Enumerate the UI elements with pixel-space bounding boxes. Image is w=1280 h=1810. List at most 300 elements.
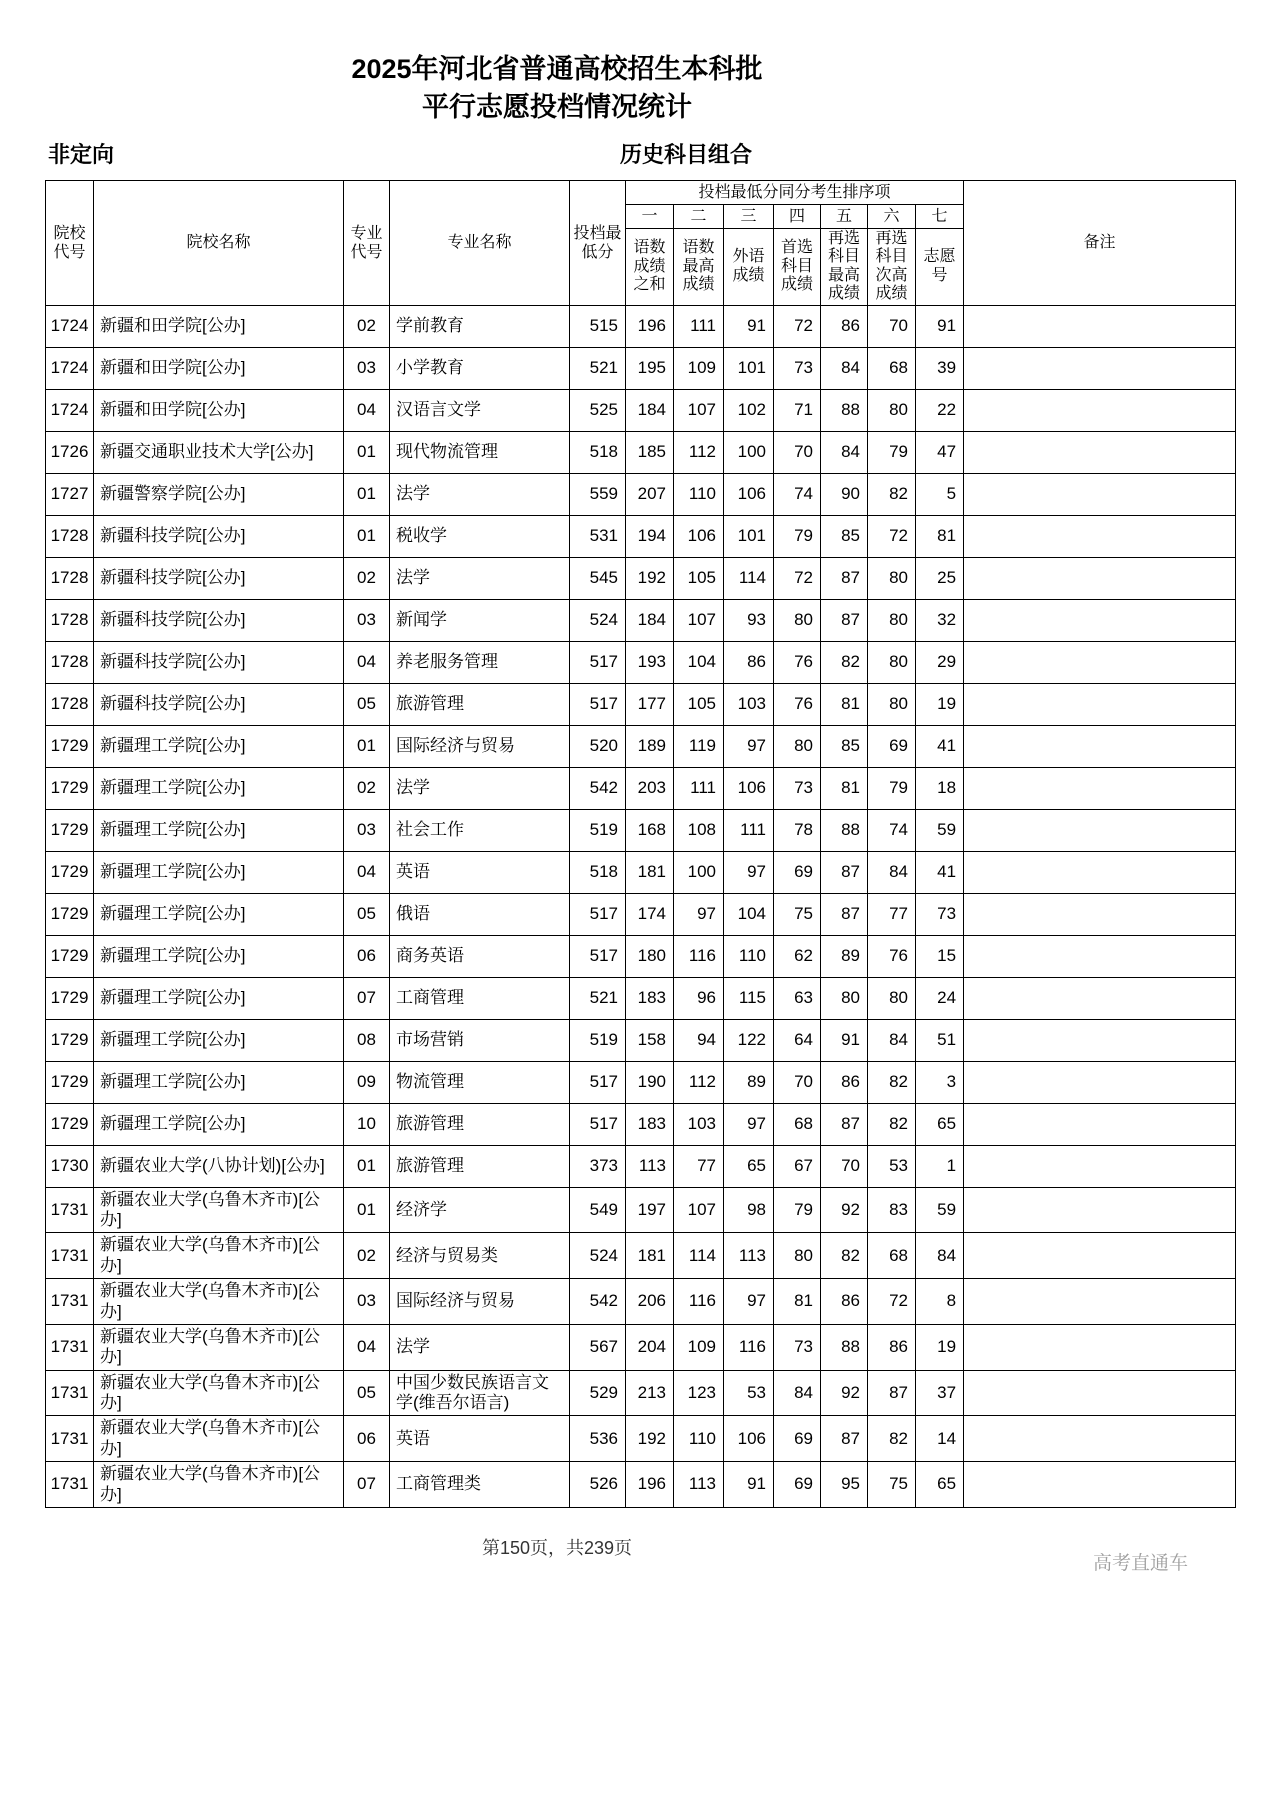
cell-major-name: 经济与贸易类 — [390, 1233, 570, 1279]
cell-min-score: 542 — [570, 767, 626, 809]
cell-remark — [964, 347, 1236, 389]
cell-major-code: 01 — [344, 431, 390, 473]
cell-major-code: 01 — [344, 1145, 390, 1187]
table-body — [46, 305, 1236, 1507]
cell-sort-4: 69 — [774, 851, 821, 893]
cell-sort-5: 88 — [821, 1324, 868, 1370]
cell-college-code: 1729 — [46, 977, 94, 1019]
page-title — [0, 0, 1114, 126]
col-header-sort-num-2: 二 — [674, 205, 724, 229]
cell-sort-3: 106 — [724, 767, 774, 809]
cell-sort-4: 69 — [774, 1462, 821, 1508]
cell-major-name: 英语 — [390, 851, 570, 893]
cell-sort-4: 78 — [774, 809, 821, 851]
cell-college-name: 新疆科技学院[公办] — [94, 599, 344, 641]
cell-sort-5: 85 — [821, 725, 868, 767]
cell-sort-7: 65 — [916, 1462, 964, 1508]
cell-min-score: 526 — [570, 1462, 626, 1508]
table-row — [46, 683, 1236, 725]
cell-sort-5: 81 — [821, 767, 868, 809]
cell-min-score: 517 — [570, 641, 626, 683]
cell-sort-3: 98 — [724, 1187, 774, 1233]
cell-major-code: 04 — [344, 851, 390, 893]
cell-sort-3: 106 — [724, 473, 774, 515]
table-row — [46, 389, 1236, 431]
table-row — [46, 599, 1236, 641]
cell-college-code: 1729 — [46, 1061, 94, 1103]
cell-remark — [964, 1145, 1236, 1187]
cell-sort-4: 76 — [774, 683, 821, 725]
col-header-sort-num-6: 六 — [868, 205, 916, 229]
cell-sort-4: 79 — [774, 1187, 821, 1233]
col-header-remark: 备注 — [964, 181, 1236, 306]
cell-sort-5: 90 — [821, 473, 868, 515]
cell-sort-2: 114 — [674, 1233, 724, 1279]
cell-major-name: 汉语言文学 — [390, 389, 570, 431]
cell-sort-4: 73 — [774, 1324, 821, 1370]
table-row — [46, 1187, 1236, 1233]
cell-sort-4: 81 — [774, 1279, 821, 1325]
table-row — [46, 1279, 1236, 1325]
cell-remark — [964, 725, 1236, 767]
cell-college-code: 1731 — [46, 1462, 94, 1508]
cell-sort-5: 87 — [821, 1416, 868, 1462]
cell-sort-4: 62 — [774, 935, 821, 977]
cell-sort-7: 32 — [916, 599, 964, 641]
cell-college-name: 新疆理工学院[公办] — [94, 809, 344, 851]
cell-college-code: 1729 — [46, 725, 94, 767]
cell-sort-7: 59 — [916, 809, 964, 851]
col-header-sort-label-6: 再选科目次高成绩 — [868, 229, 916, 306]
col-header-sort-label-3: 外语成绩 — [724, 229, 774, 306]
cell-sort-3: 101 — [724, 515, 774, 557]
cell-major-name: 小学教育 — [390, 347, 570, 389]
cell-sort-2: 110 — [674, 1416, 724, 1462]
cell-min-score: 524 — [570, 1233, 626, 1279]
cell-remark — [964, 515, 1236, 557]
cell-sort-2: 107 — [674, 389, 724, 431]
cell-sort-6: 80 — [868, 977, 916, 1019]
header-row-group — [46, 181, 1236, 205]
cell-college-code: 1728 — [46, 599, 94, 641]
table-row — [46, 851, 1236, 893]
cell-college-name: 新疆农业大学(乌鲁木齐市)[公办] — [94, 1462, 344, 1508]
cell-min-score: 520 — [570, 725, 626, 767]
cell-college-code: 1729 — [46, 1019, 94, 1061]
table-row — [46, 1103, 1236, 1145]
cell-sort-4: 74 — [774, 473, 821, 515]
cell-remark — [964, 641, 1236, 683]
cell-major-code: 01 — [344, 725, 390, 767]
cell-remark — [964, 1019, 1236, 1061]
cell-min-score: 542 — [570, 1279, 626, 1325]
cell-major-code: 02 — [344, 557, 390, 599]
cell-sort-2: 108 — [674, 809, 724, 851]
cell-sort-6: 80 — [868, 641, 916, 683]
cell-sort-2: 107 — [674, 1187, 724, 1233]
cell-sort-3: 89 — [724, 1061, 774, 1103]
cell-college-name: 新疆交通职业技术大学[公办] — [94, 431, 344, 473]
cell-sort-2: 105 — [674, 557, 724, 599]
cell-remark — [964, 893, 1236, 935]
cell-college-name: 新疆农业大学(乌鲁木齐市)[公办] — [94, 1324, 344, 1370]
table-row — [46, 557, 1236, 599]
cell-sort-2: 96 — [674, 977, 724, 1019]
cell-min-score: 518 — [570, 431, 626, 473]
cell-major-name: 旅游管理 — [390, 1145, 570, 1187]
cell-sort-1: 189 — [626, 725, 674, 767]
cell-min-score: 517 — [570, 1061, 626, 1103]
col-header-major-code: 专业代号 — [344, 181, 390, 306]
cell-sort-5: 85 — [821, 515, 868, 557]
cell-sort-1: 113 — [626, 1145, 674, 1187]
cell-sort-7: 5 — [916, 473, 964, 515]
cell-sort-7: 25 — [916, 557, 964, 599]
cell-college-name: 新疆理工学院[公办] — [94, 1103, 344, 1145]
cell-sort-7: 39 — [916, 347, 964, 389]
cell-college-name: 新疆农业大学(乌鲁木齐市)[公办] — [94, 1416, 344, 1462]
cell-sort-3: 114 — [724, 557, 774, 599]
col-header-sort-num-5: 五 — [821, 205, 868, 229]
label-history-subject-combo: 历史科目组合 — [620, 142, 753, 167]
cell-sort-1: 197 — [626, 1187, 674, 1233]
cell-sort-1: 185 — [626, 431, 674, 473]
cell-sort-3: 53 — [724, 1370, 774, 1416]
cell-sort-2: 107 — [674, 599, 724, 641]
col-header-sort-num-3: 三 — [724, 205, 774, 229]
cell-major-name: 现代物流管理 — [390, 431, 570, 473]
cell-sort-1: 213 — [626, 1370, 674, 1416]
watermark: 高考直通车 — [1092, 1553, 1188, 1574]
cell-min-score: 517 — [570, 893, 626, 935]
label-non-directed: 非定向 — [48, 142, 115, 167]
table-row — [46, 515, 1236, 557]
cell-sort-1: 177 — [626, 683, 674, 725]
cell-major-name: 英语 — [390, 1416, 570, 1462]
cell-sort-2: 112 — [674, 1061, 724, 1103]
cell-college-name: 新疆和田学院[公办] — [94, 389, 344, 431]
cell-sort-1: 196 — [626, 305, 674, 347]
cell-sort-7: 41 — [916, 725, 964, 767]
cell-sort-2: 116 — [674, 935, 724, 977]
cell-major-name: 国际经济与贸易 — [390, 1279, 570, 1325]
cell-major-code: 07 — [344, 1462, 390, 1508]
cell-sort-2: 105 — [674, 683, 724, 725]
cell-sort-4: 67 — [774, 1145, 821, 1187]
cell-major-code: 05 — [344, 893, 390, 935]
cell-sort-3: 122 — [724, 1019, 774, 1061]
cell-sort-2: 104 — [674, 641, 724, 683]
cell-sort-7: 8 — [916, 1279, 964, 1325]
cell-sort-7: 73 — [916, 893, 964, 935]
cell-sort-4: 73 — [774, 767, 821, 809]
cell-sort-3: 110 — [724, 935, 774, 977]
cell-college-code: 1724 — [46, 347, 94, 389]
cell-sort-2: 112 — [674, 431, 724, 473]
cell-remark — [964, 473, 1236, 515]
cell-sort-7: 3 — [916, 1061, 964, 1103]
cell-major-code: 04 — [344, 389, 390, 431]
cell-min-score: 521 — [570, 977, 626, 1019]
table-row — [46, 1416, 1236, 1462]
cell-sort-5: 86 — [821, 1279, 868, 1325]
cell-sort-2: 100 — [674, 851, 724, 893]
table-row — [46, 1019, 1236, 1061]
cell-sort-3: 102 — [724, 389, 774, 431]
cell-major-name: 法学 — [390, 473, 570, 515]
cell-sort-6: 84 — [868, 851, 916, 893]
cell-sort-2: 106 — [674, 515, 724, 557]
cell-sort-7: 15 — [916, 935, 964, 977]
cell-college-name: 新疆农业大学(乌鲁木齐市)[公办] — [94, 1370, 344, 1416]
col-header-sort-label-1: 语数成绩之和 — [626, 229, 674, 306]
cell-sort-7: 84 — [916, 1233, 964, 1279]
cell-college-code: 1724 — [46, 389, 94, 431]
cell-college-name: 新疆理工学院[公办] — [94, 1061, 344, 1103]
cell-major-name: 法学 — [390, 1324, 570, 1370]
cell-sort-6: 76 — [868, 935, 916, 977]
cell-remark — [964, 557, 1236, 599]
cell-sort-6: 75 — [868, 1462, 916, 1508]
cell-sort-7: 65 — [916, 1103, 964, 1145]
cell-sort-6: 69 — [868, 725, 916, 767]
table-row — [46, 1233, 1236, 1279]
cell-sort-5: 92 — [821, 1370, 868, 1416]
cell-college-code: 1728 — [46, 641, 94, 683]
cell-sort-1: 203 — [626, 767, 674, 809]
cell-college-code: 1731 — [46, 1416, 94, 1462]
col-header-sort-label-5: 再选科目最高成绩 — [821, 229, 868, 306]
cell-major-code: 03 — [344, 599, 390, 641]
cell-sort-3: 106 — [724, 1416, 774, 1462]
cell-sort-5: 95 — [821, 1462, 868, 1508]
table-header — [46, 181, 1236, 306]
cell-sort-4: 70 — [774, 1061, 821, 1103]
cell-sort-6: 72 — [868, 1279, 916, 1325]
cell-major-code: 05 — [344, 683, 390, 725]
table-row — [46, 1145, 1236, 1187]
cell-college-code: 1729 — [46, 893, 94, 935]
cell-min-score: 518 — [570, 851, 626, 893]
cell-college-code: 1731 — [46, 1370, 94, 1416]
col-header-college-name: 院校名称 — [94, 181, 344, 306]
cell-college-name: 新疆理工学院[公办] — [94, 893, 344, 935]
cell-sort-7: 51 — [916, 1019, 964, 1061]
cell-sort-7: 19 — [916, 1324, 964, 1370]
cell-major-name: 新闻学 — [390, 599, 570, 641]
col-header-major-name: 专业名称 — [390, 181, 570, 306]
cell-major-name: 市场营销 — [390, 1019, 570, 1061]
table-row — [46, 809, 1236, 851]
cell-sort-6: 80 — [868, 557, 916, 599]
col-header-min-score: 投档最低分 — [570, 181, 626, 306]
cell-sort-5: 88 — [821, 809, 868, 851]
cell-remark — [964, 1103, 1236, 1145]
cell-major-name: 旅游管理 — [390, 1103, 570, 1145]
cell-sort-3: 116 — [724, 1324, 774, 1370]
col-header-sort-num-7: 七 — [916, 205, 964, 229]
cell-major-name: 工商管理类 — [390, 1462, 570, 1508]
cell-sort-1: 158 — [626, 1019, 674, 1061]
cell-college-code: 1724 — [46, 305, 94, 347]
cell-min-score: 567 — [570, 1324, 626, 1370]
cell-major-name: 俄语 — [390, 893, 570, 935]
cell-sort-7: 1 — [916, 1145, 964, 1187]
cell-sort-7: 24 — [916, 977, 964, 1019]
cell-major-code: 02 — [344, 1233, 390, 1279]
cell-sort-3: 91 — [724, 1462, 774, 1508]
cell-sort-1: 180 — [626, 935, 674, 977]
cell-remark — [964, 1233, 1236, 1279]
cell-sort-2: 116 — [674, 1279, 724, 1325]
cell-college-code: 1727 — [46, 473, 94, 515]
cell-min-score: 519 — [570, 1019, 626, 1061]
cell-sort-4: 64 — [774, 1019, 821, 1061]
cell-sort-3: 111 — [724, 809, 774, 851]
cell-college-name: 新疆科技学院[公办] — [94, 515, 344, 557]
cell-college-name: 新疆理工学院[公办] — [94, 935, 344, 977]
cell-major-name: 工商管理 — [390, 977, 570, 1019]
cell-sort-6: 77 — [868, 893, 916, 935]
cell-sort-4: 71 — [774, 389, 821, 431]
table-row — [46, 725, 1236, 767]
cell-sort-6: 82 — [868, 1061, 916, 1103]
cell-sort-4: 80 — [774, 725, 821, 767]
cell-sort-5: 80 — [821, 977, 868, 1019]
cell-college-code: 1728 — [46, 515, 94, 557]
cell-college-name: 新疆理工学院[公办] — [94, 977, 344, 1019]
cell-major-name: 学前教育 — [390, 305, 570, 347]
cell-sort-1: 194 — [626, 515, 674, 557]
cell-sort-7: 18 — [916, 767, 964, 809]
cell-major-code: 10 — [344, 1103, 390, 1145]
cell-sort-6: 68 — [868, 347, 916, 389]
table-row — [46, 767, 1236, 809]
cell-remark — [964, 1061, 1236, 1103]
cell-sort-1: 184 — [626, 389, 674, 431]
cell-sort-1: 193 — [626, 641, 674, 683]
cell-sort-4: 69 — [774, 1416, 821, 1462]
cell-major-code: 08 — [344, 1019, 390, 1061]
table-row — [46, 1061, 1236, 1103]
cell-sort-4: 70 — [774, 431, 821, 473]
cell-major-name: 养老服务管理 — [390, 641, 570, 683]
cell-sort-3: 100 — [724, 431, 774, 473]
cell-college-code: 1729 — [46, 935, 94, 977]
cell-min-score: 524 — [570, 599, 626, 641]
cell-college-code: 1730 — [46, 1145, 94, 1187]
cell-sort-3: 86 — [724, 641, 774, 683]
cell-min-score: 515 — [570, 305, 626, 347]
table-row — [46, 641, 1236, 683]
cell-remark — [964, 767, 1236, 809]
cell-major-code: 03 — [344, 1279, 390, 1325]
table-row — [46, 893, 1236, 935]
cell-sort-3: 104 — [724, 893, 774, 935]
cell-sort-5: 87 — [821, 851, 868, 893]
cell-remark — [964, 809, 1236, 851]
subheader — [0, 138, 1280, 172]
page-footer: 第150页，共239页 — [481, 1538, 633, 1559]
cell-sort-5: 82 — [821, 641, 868, 683]
cell-min-score: 559 — [570, 473, 626, 515]
cell-college-name: 新疆农业大学(乌鲁木齐市)[公办] — [94, 1187, 344, 1233]
cell-major-name: 旅游管理 — [390, 683, 570, 725]
cell-min-score: 373 — [570, 1145, 626, 1187]
cell-remark — [964, 683, 1236, 725]
cell-college-name: 新疆理工学院[公办] — [94, 725, 344, 767]
cell-sort-6: 79 — [868, 767, 916, 809]
cell-college-name: 新疆科技学院[公办] — [94, 557, 344, 599]
cell-sort-4: 68 — [774, 1103, 821, 1145]
cell-sort-6: 80 — [868, 389, 916, 431]
cell-sort-2: 113 — [674, 1462, 724, 1508]
cell-sort-3: 91 — [724, 305, 774, 347]
cell-sort-6: 87 — [868, 1370, 916, 1416]
cell-sort-7: 37 — [916, 1370, 964, 1416]
cell-college-name: 新疆农业大学(八协计划)[公办] — [94, 1145, 344, 1187]
cell-remark — [964, 599, 1236, 641]
cell-sort-6: 68 — [868, 1233, 916, 1279]
cell-remark — [964, 1324, 1236, 1370]
cell-sort-3: 97 — [724, 1103, 774, 1145]
cell-sort-2: 111 — [674, 767, 724, 809]
cell-college-name: 新疆农业大学(乌鲁木齐市)[公办] — [94, 1279, 344, 1325]
table-row — [46, 1462, 1236, 1508]
cell-remark — [964, 1462, 1236, 1508]
cell-college-name: 新疆农业大学(乌鲁木齐市)[公办] — [94, 1233, 344, 1279]
cell-sort-4: 80 — [774, 599, 821, 641]
cell-sort-5: 84 — [821, 347, 868, 389]
cell-sort-7: 19 — [916, 683, 964, 725]
cell-major-code: 02 — [344, 305, 390, 347]
cell-major-name: 法学 — [390, 557, 570, 599]
cell-min-score: 519 — [570, 809, 626, 851]
cell-sort-2: 119 — [674, 725, 724, 767]
cell-sort-1: 183 — [626, 977, 674, 1019]
cell-sort-5: 87 — [821, 893, 868, 935]
cell-sort-1: 207 — [626, 473, 674, 515]
cell-college-code: 1729 — [46, 851, 94, 893]
cell-sort-7: 29 — [916, 641, 964, 683]
table-row — [46, 305, 1236, 347]
cell-sort-4: 73 — [774, 347, 821, 389]
cell-sort-1: 192 — [626, 1416, 674, 1462]
cell-sort-5: 70 — [821, 1145, 868, 1187]
cell-college-code: 1729 — [46, 1103, 94, 1145]
cell-remark — [964, 935, 1236, 977]
cell-sort-1: 195 — [626, 347, 674, 389]
cell-sort-5: 91 — [821, 1019, 868, 1061]
cell-sort-1: 204 — [626, 1324, 674, 1370]
cell-remark — [964, 431, 1236, 473]
cell-remark — [964, 851, 1236, 893]
cell-sort-3: 103 — [724, 683, 774, 725]
cell-remark — [964, 1279, 1236, 1325]
cell-sort-6: 72 — [868, 515, 916, 557]
cell-min-score: 536 — [570, 1416, 626, 1462]
cell-college-code: 1731 — [46, 1187, 94, 1233]
cell-sort-3: 101 — [724, 347, 774, 389]
cell-sort-6: 82 — [868, 473, 916, 515]
col-header-sort-label-4: 首选科目成绩 — [774, 229, 821, 306]
cell-major-name: 中国少数民族语言文学(维吾尔语言) — [390, 1370, 570, 1416]
cell-major-name: 商务英语 — [390, 935, 570, 977]
cell-sort-1: 181 — [626, 851, 674, 893]
cell-sort-5: 82 — [821, 1233, 868, 1279]
cell-sort-4: 63 — [774, 977, 821, 1019]
cell-college-name: 新疆理工学院[公办] — [94, 767, 344, 809]
